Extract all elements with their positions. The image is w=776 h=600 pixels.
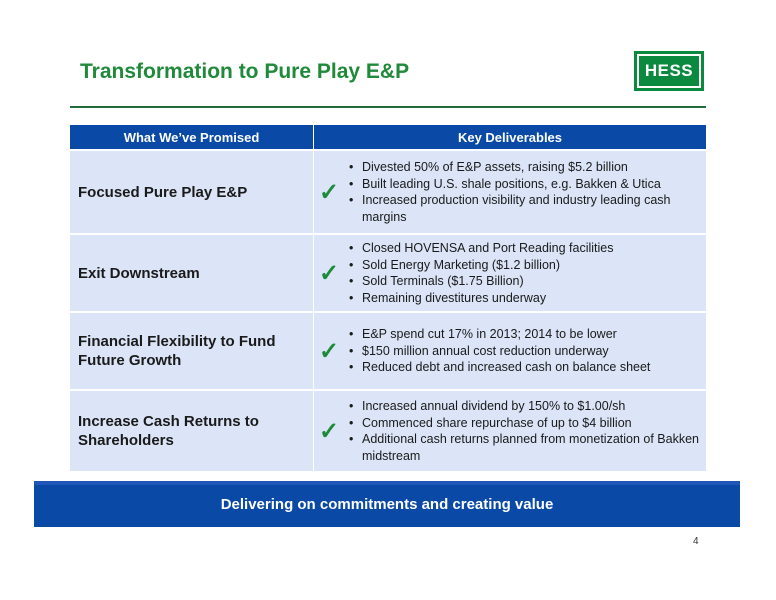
deliverables-table xyxy=(70,125,706,471)
table-row xyxy=(70,389,706,471)
table-row xyxy=(70,233,706,311)
header-deliverables: Key Deliverables xyxy=(457,129,563,145)
title-divider xyxy=(70,106,706,108)
page-number: 4 xyxy=(693,536,699,547)
list-item: • Built leading U.S. shale positions, e.g. Bakken & Utica xyxy=(344,176,700,193)
checkmark-icon: ✓ xyxy=(318,178,340,206)
list-item: • Divested 50% of E&P assets, raising $5.2 billion xyxy=(344,159,700,176)
checkmark-icon: ✓ xyxy=(318,417,340,445)
deliverables-list xyxy=(344,159,700,225)
deliverables-list xyxy=(344,398,700,464)
list-item: • E&P spend cut 17% in 2013; 2014 to be lower xyxy=(344,326,650,343)
list-item: • Increased annual dividend by 150% to $1.00/sh xyxy=(344,398,700,415)
list-item: • Reduced debt and increased cash on balance sheet xyxy=(344,359,650,376)
list-item: • Closed HOVENSA and Port Reading facilities xyxy=(344,240,614,257)
promise-cell: Focused Pure Play E&P xyxy=(70,151,314,233)
promise-cell: Exit Downstream xyxy=(70,235,314,311)
deliverables-list xyxy=(344,240,614,306)
table-header xyxy=(70,125,706,149)
table-row xyxy=(70,149,706,233)
promise-cell: Financial Flexibility to Fund Future Growth xyxy=(70,313,314,389)
table-row xyxy=(70,311,706,389)
list-item: • $150 million annual cost reduction underway xyxy=(344,343,650,360)
checkmark-icon: ✓ xyxy=(318,337,340,365)
slide-title: Transformation to Pure Play E&P xyxy=(80,60,410,83)
footer-banner-text: Delivering on commitments and creating value xyxy=(220,495,554,513)
deliverables-list xyxy=(344,326,650,376)
hess-logo xyxy=(634,51,704,91)
list-item: • Increased production visibility and industry leading cash margins xyxy=(344,192,700,225)
list-item: • Commenced share repurchase of up to $4 billion xyxy=(344,415,700,432)
list-item: • Remaining divestitures underway xyxy=(344,290,614,307)
list-item: • Sold Terminals ($1.75 Billion) xyxy=(344,273,614,290)
list-item: • Sold Energy Marketing ($1.2 billion) xyxy=(344,257,614,274)
promise-cell: Increase Cash Returns to Shareholders xyxy=(70,391,314,471)
footer-banner xyxy=(34,481,740,527)
checkmark-icon: ✓ xyxy=(318,259,340,287)
header-promised: What We’ve Promised xyxy=(70,125,314,149)
list-item: • Additional cash returns planned from monetization of Bakken midstream xyxy=(344,431,700,464)
logo-text: HESS xyxy=(637,54,701,88)
